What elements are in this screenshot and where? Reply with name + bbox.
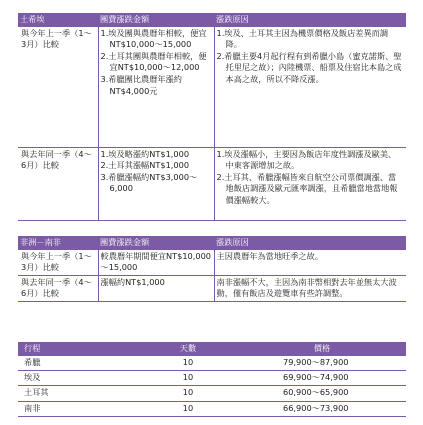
reason-cell [214, 27, 406, 148]
amount-cell: 漲幅約NT$1,000 [98, 275, 214, 301]
amount-item: 2.土耳其漲幅NT$1,000 [100, 160, 190, 171]
amount-item: 2.土耳其團與農曆年相較，便宜NT$10,000～12,000 [100, 50, 207, 73]
amount-header: 團費漲跌金額 [98, 236, 214, 250]
table-row [18, 356, 406, 371]
reason-cell: 南非漲幅不大，主因為南非幣相對去年並無太大波動，僅有飯店及遊覽車有些許調整。 [214, 275, 406, 301]
reason-item: 1.埃及漲幅小，主要因為飯店年度性調漲及歐美、中東客源增加之故。 [216, 148, 397, 171]
days-value: 10 [138, 356, 238, 371]
price-value: 69,900～74,900 [238, 370, 406, 385]
price-value: 66,900～73,900 [238, 401, 406, 416]
amount-cell [98, 27, 214, 148]
table-row [18, 386, 406, 401]
itinerary-name: 南非 [18, 401, 138, 416]
itinerary-name: 希臘 [18, 356, 138, 371]
table-row [18, 370, 406, 385]
price-value: 60,900～65,900 [238, 386, 406, 401]
itinerary-name: 埃及 [18, 370, 138, 385]
row-label: 與去年同一季（4～6月）比較 [18, 147, 98, 220]
price-value: 79,900～87,900 [238, 356, 406, 371]
price-header: 價格 [238, 342, 406, 356]
itinerary-price-table [18, 342, 406, 417]
region-header: 非洲－南非 [18, 236, 98, 250]
row-label: 與今年上一季（1～3月）比較 [18, 27, 98, 148]
row-label: 與今年上一季（1～3月）比較 [18, 250, 98, 276]
table-row [18, 275, 406, 301]
reason-header: 漲跌原因 [214, 236, 406, 250]
reason-item: 2.土耳其、希臘漲幅皆來自航空公司票價調漲、當地飯店調漲及歐元匯率調漲，且希臘當地當地報價漲幅較大。 [216, 171, 398, 205]
amount-item: 3.希臘團比農曆年漲約NT$4,000元 [100, 73, 182, 96]
amount-cell: 較農曆年期間便宜NT$10,000～15,000 [98, 250, 214, 276]
days-value: 10 [138, 401, 238, 416]
reason-header: 漲跌原因 [214, 13, 406, 27]
amount-item: 1.埃及略漲約NT$1,000 [100, 148, 190, 159]
amount-item: 1.埃及團與農曆年相較，便宜NT$10,000～15,000 [100, 27, 207, 50]
region-header: 土希埃 [18, 13, 98, 27]
amount-cell [98, 147, 214, 220]
turkey-greece-egypt-table [18, 13, 406, 221]
reason-item: 2.希臘主要4月起行程有到希臘小島（蜜克諾斯、聖托里尼之故）；內陸機票、船票及住宿比本島之成本高之故，所以不降反漲。 [216, 50, 402, 84]
amount-header: 團費漲跌金額 [98, 13, 214, 27]
amount-item: 3.希臘漲幅約NT$3,000～6,000 [100, 171, 198, 194]
reason-cell [214, 147, 406, 220]
south-africa-table [18, 236, 406, 302]
table-row [18, 27, 406, 148]
row-label: 與去年同一季（4～6月）比較 [18, 275, 98, 301]
days-value: 10 [138, 386, 238, 401]
table-row [18, 250, 406, 276]
table-row [18, 401, 406, 416]
table-row [18, 147, 406, 220]
days-value: 10 [138, 370, 238, 385]
reason-item: 1.埃及、土耳其主因為機票價格及飯店差異而調降。 [216, 27, 389, 50]
itinerary-header: 行程 [18, 342, 138, 356]
days-header: 天數 [138, 342, 238, 356]
reason-cell: 主因農曆年為當地旺季之故。 [214, 250, 406, 276]
itinerary-name: 土耳其 [18, 386, 138, 401]
